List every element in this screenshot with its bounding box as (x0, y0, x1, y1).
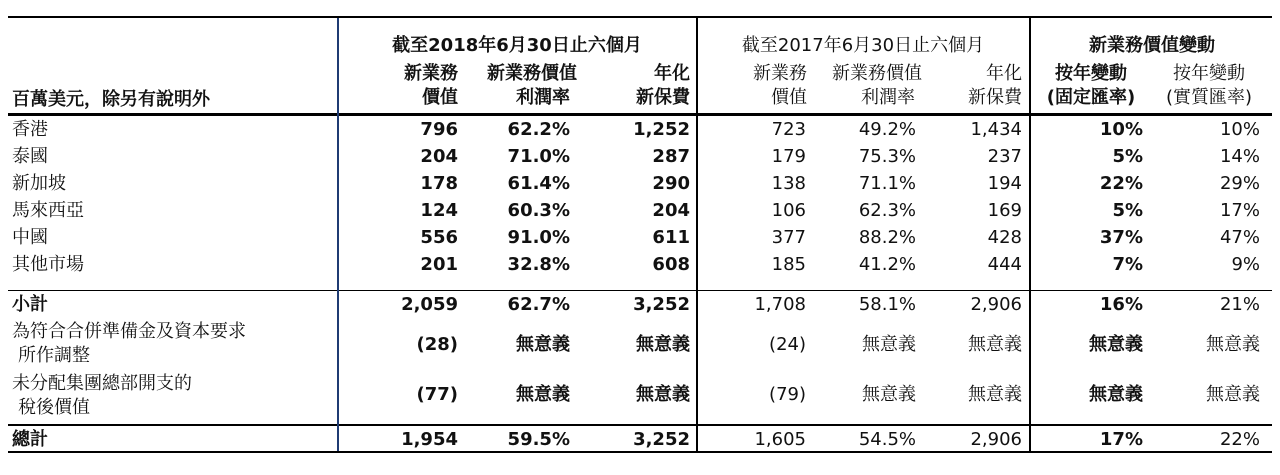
cell-col-7: 10% (1099, 119, 1143, 140)
cell-col-3: 608 (652, 254, 690, 275)
cell-col-2: 32.8% (507, 254, 570, 275)
cell-col-1: 204 (420, 146, 458, 167)
col-header-5: 新業務價值 利潤率 (832, 63, 922, 108)
header-group-change: 新業務價值變動 (1089, 35, 1215, 56)
cell-col-1: 124 (420, 200, 458, 221)
cell-col-8: 無意義 (1206, 334, 1260, 355)
cell-col-2: 無意義 (516, 334, 570, 355)
cell-col-7: 17% (1099, 429, 1143, 450)
cell-col-4: 723 (771, 119, 806, 140)
cell-col-2: 62.2% (507, 119, 570, 140)
cell-col-8: 17% (1219, 200, 1260, 221)
top-rule (8, 16, 1272, 18)
cell-col-2: 61.4% (507, 173, 570, 194)
cell-col-8: 29% (1219, 173, 1260, 194)
cell-col-6: 444 (987, 254, 1022, 275)
col-header-8: 按年變動 (實質匯率) (1165, 63, 1253, 108)
cell-col-6: 2,906 (970, 294, 1022, 315)
cell-col-1: 178 (420, 173, 458, 194)
cell-col-7: 16% (1099, 294, 1143, 315)
cell-col-6: 169 (987, 200, 1022, 221)
row-label: 泰國 (12, 146, 48, 167)
cell-col-6: 無意義 (968, 384, 1022, 405)
header-unit-label: 百萬美元，除另有說明外 (12, 89, 210, 110)
cell-col-3: 無意義 (636, 334, 690, 355)
cell-col-3: 1,252 (633, 119, 690, 140)
cell-col-2: 71.0% (507, 146, 570, 167)
header-rule (8, 113, 1272, 116)
cell-col-7: 5% (1112, 146, 1143, 167)
row-label: 新加坡 (12, 173, 66, 194)
divider-2018 (337, 18, 339, 451)
row-label: 馬來西亞 (12, 200, 84, 221)
cell-col-8: 9% (1231, 254, 1260, 275)
cell-col-1: 201 (420, 254, 458, 275)
cell-col-2: 60.3% (507, 200, 570, 221)
cell-col-6: 1,434 (970, 119, 1022, 140)
cell-col-7: 無意義 (1089, 384, 1143, 405)
cell-col-7: 無意義 (1089, 334, 1143, 355)
cell-col-5: 58.1% (858, 294, 916, 315)
cell-col-2: 無意義 (516, 384, 570, 405)
row-label: 其他市場 (12, 254, 84, 275)
cell-col-8: 無意義 (1206, 384, 1260, 405)
cell-col-2: 91.0% (507, 227, 570, 248)
cell-col-3: 無意義 (636, 384, 690, 405)
cell-col-1: 796 (420, 119, 458, 140)
row-label: 香港 (12, 119, 48, 140)
header-group-2017: 截至2017年6月30日止六個月 (741, 35, 985, 56)
row-label: 總計 (12, 429, 48, 450)
cell-col-1: 2,059 (401, 294, 458, 315)
cell-col-4: 1,605 (754, 429, 806, 450)
row-label: 小計 (12, 294, 48, 315)
cell-col-3: 611 (652, 227, 690, 248)
cell-col-5: 62.3% (858, 200, 916, 221)
cell-col-7: 22% (1099, 173, 1143, 194)
cell-col-5: 71.1% (858, 173, 916, 194)
cell-col-6: 2,906 (970, 429, 1022, 450)
cell-col-5: 41.2% (858, 254, 916, 275)
row-label: 為符合合併準備金及資本要求 所作調整 (12, 321, 246, 366)
cell-col-7: 37% (1099, 227, 1143, 248)
cell-col-8: 10% (1219, 119, 1260, 140)
cell-col-8: 21% (1219, 294, 1260, 315)
cell-col-1: 1,954 (401, 429, 458, 450)
cell-col-4: 377 (771, 227, 806, 248)
cell-col-8: 47% (1219, 227, 1260, 248)
cell-col-5: 88.2% (858, 227, 916, 248)
col-header-7: 按年變動 (固定匯率) (1046, 63, 1136, 108)
cell-col-3: 287 (652, 146, 690, 167)
cell-col-4: 138 (771, 173, 806, 194)
cell-col-8: 22% (1219, 429, 1260, 450)
cell-col-6: 428 (987, 227, 1022, 248)
cell-col-3: 204 (652, 200, 690, 221)
row-label: 未分配集團總部開支的 稅後價值 (12, 373, 192, 418)
cell-col-1: (77) (416, 384, 458, 405)
header-group-2018: 截至2018年6月30日止六個月 (392, 35, 642, 56)
cell-col-6: 194 (987, 173, 1022, 194)
cell-col-6: 無意義 (968, 334, 1022, 355)
cell-col-5: 49.2% (858, 119, 916, 140)
cell-col-4: (79) (769, 384, 806, 405)
col-header-4: 新業務 價值 (753, 63, 807, 108)
cell-col-3: 3,252 (633, 429, 690, 450)
col-header-6: 年化 新保費 (968, 63, 1022, 108)
pre-total-rule (8, 424, 1272, 426)
cell-col-2: 59.5% (507, 429, 570, 450)
cell-col-5: 75.3% (858, 146, 916, 167)
col-header-3: 年化 新保費 (636, 63, 690, 108)
cell-col-3: 290 (652, 173, 690, 194)
section-rule (8, 290, 1272, 291)
cell-col-4: 1,708 (754, 294, 806, 315)
cell-col-2: 62.7% (507, 294, 570, 315)
cell-col-5: 無意義 (862, 384, 916, 405)
cell-col-4: 106 (771, 200, 806, 221)
cell-col-8: 14% (1219, 146, 1260, 167)
cell-col-5: 54.5% (858, 429, 916, 450)
cell-col-4: 179 (771, 146, 806, 167)
cell-col-1: (28) (416, 334, 458, 355)
cell-col-5: 無意義 (862, 334, 916, 355)
cell-col-7: 7% (1112, 254, 1143, 275)
col-header-2: 新業務價值 利潤率 (487, 63, 577, 108)
cell-col-4: 185 (771, 254, 806, 275)
cell-col-6: 237 (987, 146, 1022, 167)
divider-change (1029, 18, 1031, 451)
cell-col-3: 3,252 (633, 294, 690, 315)
cell-col-4: (24) (769, 334, 806, 355)
row-label: 中國 (12, 227, 48, 248)
cell-col-7: 5% (1112, 200, 1143, 221)
col-header-1: 新業務 價值 (404, 63, 458, 108)
cell-col-1: 556 (420, 227, 458, 248)
